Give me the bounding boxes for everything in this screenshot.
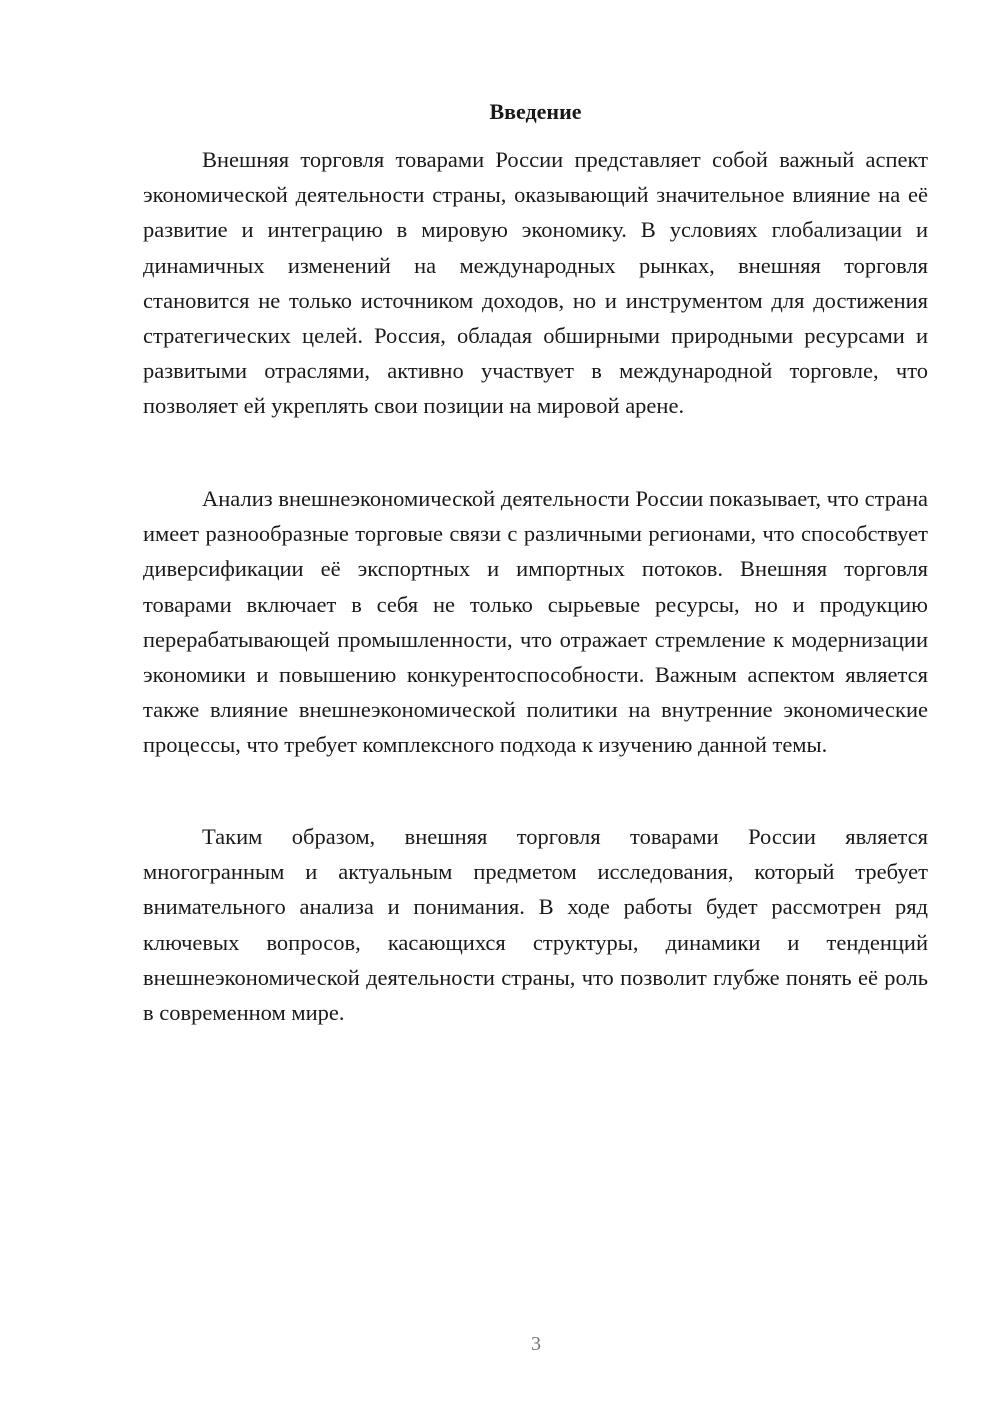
paragraph-1: Внешняя торговля товарами России представляет собой важный аспект экономической деятельности страны, оказывающий значительное влияние на её развитие и интеграцию в мировую экономику. В условиях глобализации и динамичных изменений на международных рынках, внешняя торговля становится не только источником доходов, но и инструментом для достижения стратегических целей. Россия, обладая обширными природными ресурсами и развитыми отраслями, активно участвует в международной торговле, что позволяет ей укреплять свои позиции на мировой арене. [143, 147, 928, 419]
page-number: 3 [531, 1333, 541, 1355]
paragraph-3: Таким образом, внешняя торговля товарами России является многогранным и актуальным предметом исследования, который требует внимательного анализа и понимания. В ходе работы будет рассмотрен ряд ключевых вопросов, касающихся структуры, динамики и тенденций внешнеэкономической деятельности страны, что позволит глубже понять её роль в современном мире. [143, 824, 928, 1026]
section-heading: Введение [489, 99, 582, 124]
paragraph-2: Анализ внешнеэкономической деятельности России показывает, что страна имеет разнообразные торговые связи с различными регионами, что способствует диверсификации её экспортных и импортных потоков. Внешняя торговля товарами включает в себя не только сырьевые ресурсы, но и продукцию перерабатывающей промышленности, что отражает стремление к модернизации экономики и повышению конкурентоспособности. Важным аспектом является также влияние внешнеэкономической политики на внутренние экономические процессы, что требует комплексного подхода к изучению данной темы. [143, 486, 928, 758]
